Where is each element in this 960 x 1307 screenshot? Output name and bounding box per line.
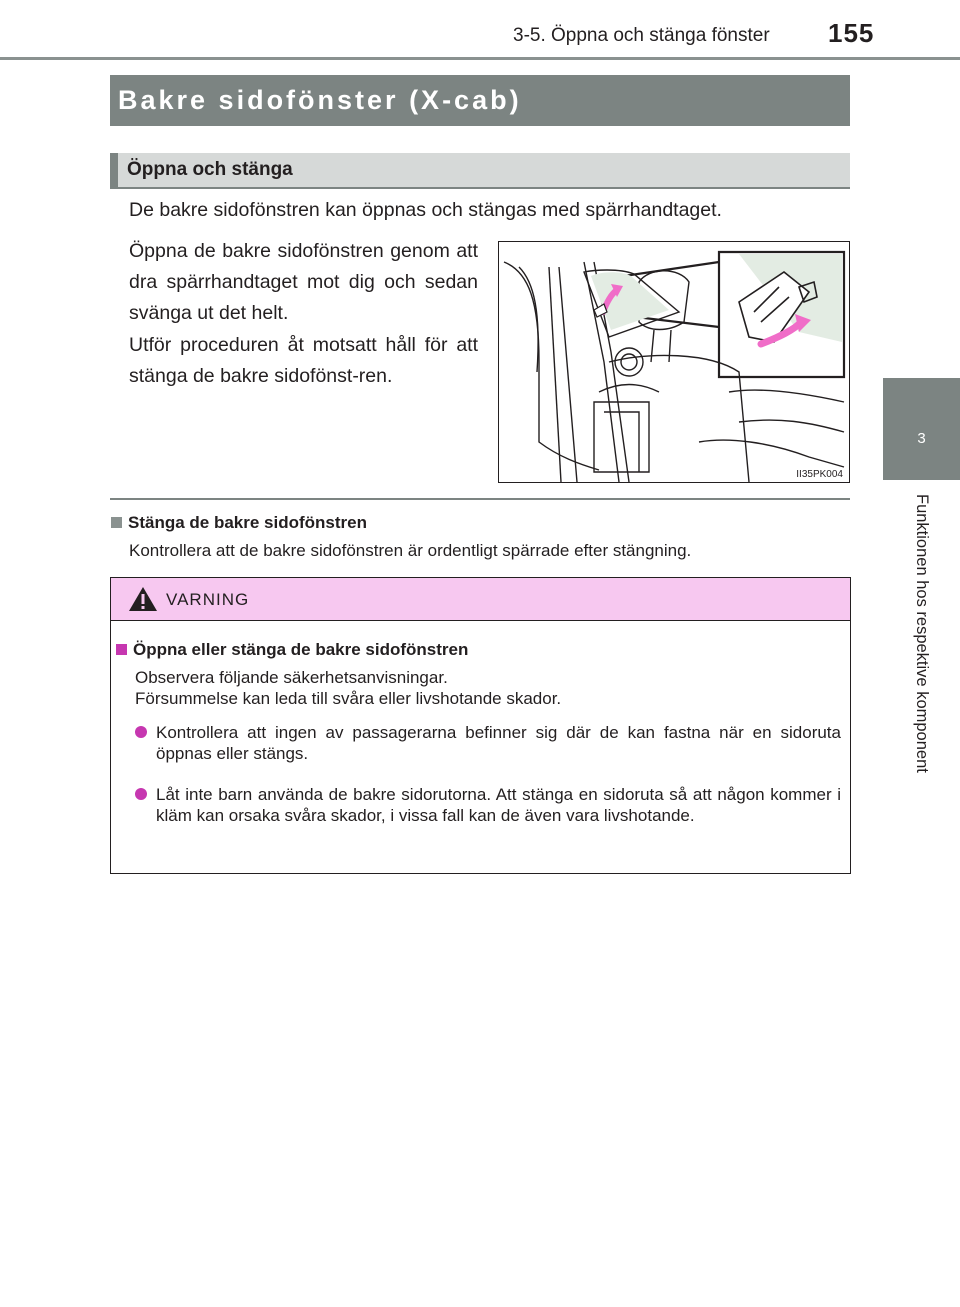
section-banner [110,75,850,126]
intro-text: De bakre sidofönstren kan öppnas och stängas med spärrhandtaget. [129,199,722,221]
note-body: Kontrollera att de bakre sidofönstren är ordentligt spärrade efter stängning. [129,541,692,560]
chapter-title-vertical: Funktionen hos respektive komponent [913,494,931,773]
warning-line: Observera följande säkerhetsanvisningar. [135,668,448,687]
page-number: 155 [828,18,875,48]
note-heading-text: Stänga de bakre sidofönstren [128,513,367,532]
paragraph-close: Utför proceduren åt motsatt håll för att stänga de bakre sidofönst-ren. [129,334,478,387]
warning-bullet-text: Kontrollera att ingen av passagerarna befinner sig där de kan fastna när en sidoruta öppnas eller stängs. [156,723,841,763]
pink-dot-bullet [135,788,147,800]
subsection-title: Öppna och stänga [127,159,293,180]
window-latch-illustration [498,241,850,483]
warning-bullet-text: Låt inte barn använda de bakre sidorutorna. Att stänga en sidoruta så att någon kommer i kläm kan orsaka svåra skador, i vissa fall kan de även vara livshotande. [156,785,841,825]
note-heading [111,513,367,533]
header-divider [0,57,960,60]
pink-dot-bullet [135,726,147,738]
warning-label: VARNING [166,590,250,609]
warning-heading-text: Öppna eller stänga de bakre sidofönstren [133,640,469,659]
figure-code: II35PK004 [796,469,843,480]
paragraph-open: Öppna de bakre sidofönstren genom att dra spärrhandtaget mot dig och sedan svänga ut det helt. [129,240,478,324]
warning-header [111,578,850,621]
illustration-drawing [499,242,849,482]
subsection-banner [110,153,850,189]
subsection-stripe [110,153,118,187]
section-title: Bakre sidofönster (X-cab) [118,85,522,115]
warning-line: Försummelse kan leda till svåra eller livshotande skador. [135,689,562,708]
warning-box [110,577,851,874]
running-header: 3-5. Öppna och stänga fönster [513,25,770,46]
warning-bullet [135,722,841,764]
section-divider [110,498,850,500]
warning-triangle-icon [128,586,158,612]
pink-square-bullet [116,644,127,655]
chapter-tab: 3 [883,378,960,480]
warning-heading [116,640,468,660]
gray-square-bullet [111,517,122,528]
warning-bullet [135,784,841,826]
